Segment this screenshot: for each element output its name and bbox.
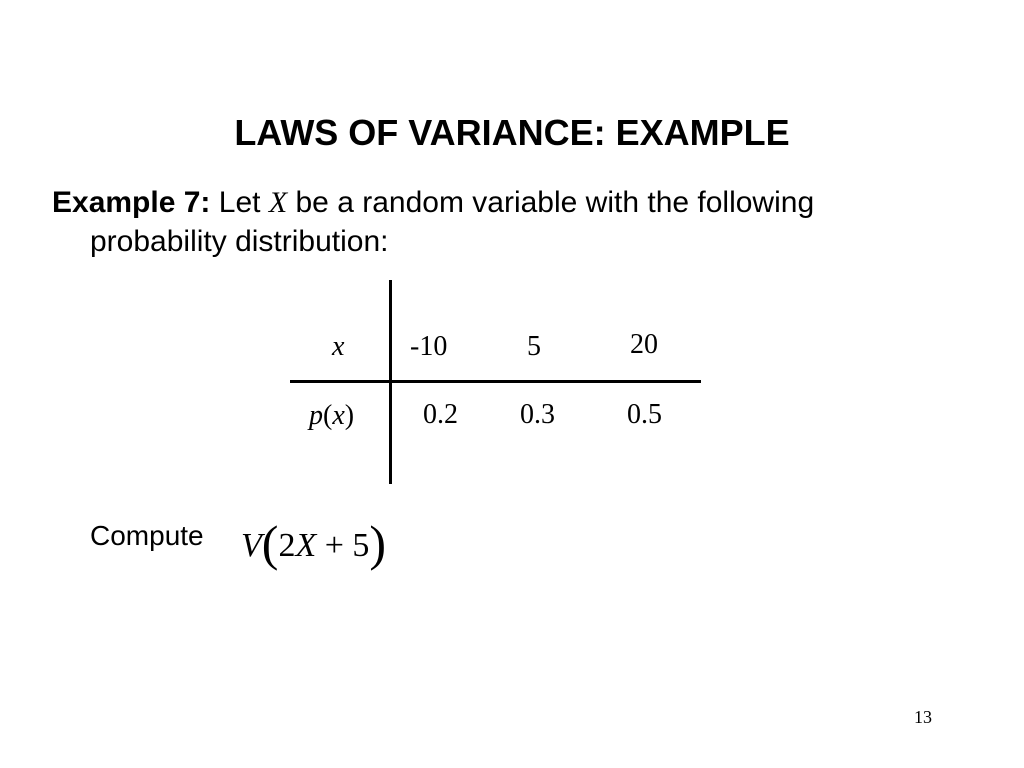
table-x-value: -10 xyxy=(410,331,448,362)
intro-text-line1: be a random variable with the following xyxy=(295,186,815,219)
formula-paren-open: ( xyxy=(261,515,279,571)
table-header-px xyxy=(309,400,354,432)
compute-label: Compute xyxy=(90,520,204,551)
example-label: Example 7: xyxy=(52,186,211,219)
variance-formula xyxy=(241,510,387,571)
table-p-value: 0.3 xyxy=(520,399,555,430)
formula-variable: X xyxy=(295,527,317,564)
page-number: 13 xyxy=(914,707,932,727)
table-p-value: 0.2 xyxy=(423,399,458,430)
intro-text-line2: probability distribution: xyxy=(90,225,389,258)
px-paren-close: ) xyxy=(344,400,355,431)
intro-let: Let xyxy=(218,186,261,219)
table-x-value: 5 xyxy=(527,331,541,362)
formula-paren-close: ) xyxy=(369,515,387,571)
formula-constant: 5 xyxy=(352,527,370,564)
table-header-x: x xyxy=(332,331,345,362)
random-variable-symbol: X xyxy=(268,186,288,219)
table-x-value: 20 xyxy=(630,329,658,360)
px-function: p xyxy=(309,400,323,431)
formula-function: V xyxy=(241,527,262,564)
px-variable: x xyxy=(332,400,345,431)
table-horizontal-rule xyxy=(290,380,701,383)
px-paren-open: ( xyxy=(323,400,333,431)
formula-coefficient: 2 xyxy=(278,527,296,564)
formula-operator: + xyxy=(324,527,344,564)
example-intro xyxy=(52,183,952,261)
slide-title: LAWS OF VARIANCE: EXAMPLE xyxy=(234,112,790,153)
table-p-value: 0.5 xyxy=(627,399,662,430)
